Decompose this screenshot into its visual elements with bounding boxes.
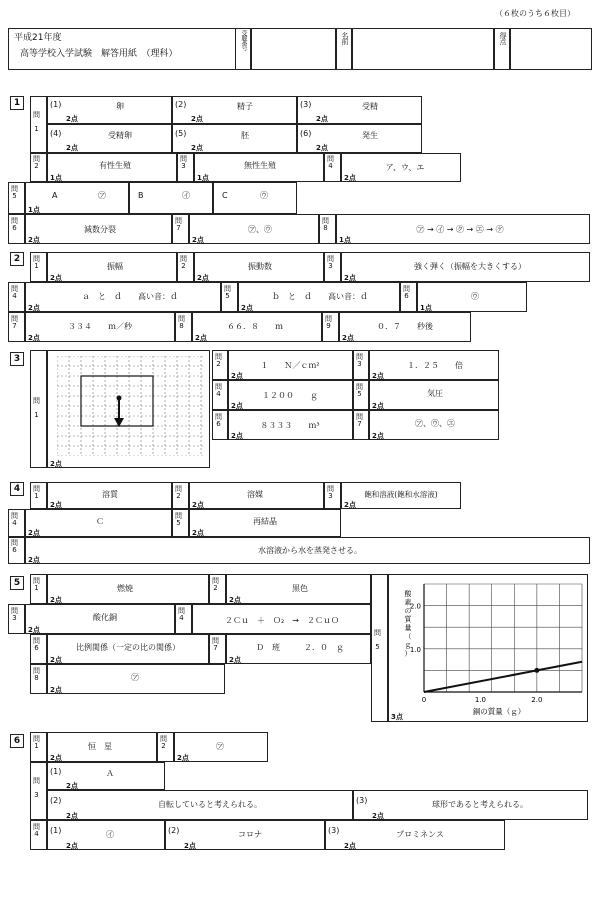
s4-q3-no: 問 3 — [327, 485, 334, 500]
points: 2点 — [192, 236, 204, 244]
points: 2点 — [28, 304, 40, 312]
y-axis-label-char: 酸 — [404, 590, 412, 598]
points: 2点 — [191, 144, 203, 152]
s2-q6-answer: ㋒ — [471, 292, 479, 301]
s6-q3-3-no: (3) — [356, 796, 368, 805]
points: 2点 — [66, 812, 78, 820]
s1-q1-5-answer: 胚 — [241, 131, 249, 140]
s2-q1-no: 問 1 — [33, 255, 40, 270]
s1-q1-2-answer: 精子 — [237, 102, 253, 111]
s1-q1-1-no: (1) — [50, 100, 62, 109]
exam-no-text: 受験番号 — [240, 30, 247, 50]
points: 2点 — [229, 596, 241, 604]
s5-q6-no: 問 6 — [33, 637, 40, 652]
points: 2点 — [372, 402, 384, 410]
s1-q7-answer: ㋐、㋒ — [248, 225, 272, 234]
points: 2点 — [231, 402, 243, 410]
y-axis-label-char: ｇ — [404, 641, 412, 649]
points: 2点 — [191, 115, 203, 123]
s5-q1-no: 問 1 — [33, 577, 40, 592]
s5-q2-no: 問 2 — [212, 577, 219, 592]
s2-q3-no: 問 3 — [327, 255, 334, 270]
s1-q5-a-answer: ㋐ — [98, 191, 106, 200]
points: 1点 — [420, 304, 432, 312]
y-axis-label-char: の — [404, 607, 412, 615]
s2-q4-no: 問 4 — [11, 285, 18, 300]
s4-q1-answer: 溶質 — [102, 490, 118, 499]
section-3-number: 3 — [10, 352, 24, 366]
points: 2点 — [344, 274, 356, 282]
points: 2点 — [66, 782, 78, 790]
points: 2点 — [66, 144, 78, 152]
points: 2点 — [50, 274, 62, 282]
x-tick-label: 2.0 — [531, 696, 543, 704]
s1-q1-label: 問 1 — [33, 111, 40, 133]
y-axis-label-char: 素 — [404, 598, 412, 607]
s1-q5-a-label: A — [52, 191, 58, 200]
s3-q3-answer: １．２５ 倍 — [407, 361, 463, 370]
points: 1点 — [339, 236, 351, 244]
s6-q1-answer: 恒 星 — [88, 742, 112, 751]
y-axis-label-char: 量 — [404, 624, 412, 632]
section-5-number: 5 — [10, 576, 24, 590]
s3-q5-answer: 気圧 — [427, 389, 443, 398]
s1-q2-no: 問 2 — [33, 155, 40, 170]
s2-q8-answer: ６６．８ ｍ — [227, 322, 283, 331]
s5-q3-no: 問 3 — [11, 607, 18, 622]
s4-q6-no: 問 6 — [11, 539, 18, 554]
x-axis-label: 銅の質量（ｇ） — [472, 707, 526, 716]
s2-q5-no: 問 5 — [224, 285, 231, 300]
points: 2点 — [344, 501, 356, 509]
points: 2点 — [344, 174, 356, 182]
points: 3点 — [391, 713, 403, 721]
points: 2点 — [66, 842, 78, 850]
y-tick-label: 2.0 — [409, 602, 421, 611]
section-2-number: 2 — [10, 252, 24, 266]
s1-q5[interactable] — [25, 182, 297, 214]
points: 2点 — [192, 501, 204, 509]
s5-q8-answer: ㋐ — [131, 673, 139, 682]
s6-q3-3-answer: 球形であると考えられる。 — [432, 800, 528, 809]
y-axis-label-char: （ — [404, 632, 412, 641]
s6-q4-2-answer: コロナ — [238, 830, 262, 839]
score-text: 得点 — [499, 32, 507, 44]
s2-q5-answer: ｂ と ｄ 高い音：ｄ — [272, 292, 368, 301]
s3-q6-answer: ８３３３ ｍ³ — [260, 421, 320, 430]
s5-q3-answer: 酸化銅 — [93, 613, 117, 622]
data-point — [534, 668, 539, 673]
y-axis-label-char: 質 — [404, 615, 412, 624]
s3-q5-no: 問 5 — [356, 383, 363, 398]
points: 2点 — [28, 626, 40, 634]
exam-year: 平成21年度 — [14, 33, 62, 43]
s1-q3-no: 問 3 — [180, 155, 187, 170]
s3-q2-no: 問 2 — [215, 353, 222, 368]
points: 2点 — [184, 842, 196, 850]
s5-q6-answer: 比例関係（一定の比の関係） — [76, 643, 180, 652]
s1-q4-no: 問 4 — [327, 155, 334, 170]
name-field[interactable] — [352, 28, 494, 70]
points: 2点 — [195, 334, 207, 342]
exam-no-field[interactable] — [251, 28, 336, 70]
s1-q1-6-answer: 発生 — [362, 131, 378, 140]
s3-q1-no: 問 1 — [33, 397, 40, 419]
s3-q7-no: 問 7 — [356, 413, 363, 428]
s1-q7-no: 問 7 — [175, 217, 182, 232]
s4-q1-no: 問 1 — [33, 485, 40, 500]
points: 2点 — [50, 596, 62, 604]
exam-title: 高等学校入学試験 解答用紙 （理科） — [20, 49, 178, 59]
page-count: （６枚のうち６枚目） — [495, 9, 575, 18]
s1-q1-6-no: (6) — [300, 129, 312, 138]
grid-lines — [57, 356, 203, 456]
mass-chart — [388, 574, 588, 722]
s3-q4-no: 問 4 — [215, 383, 222, 398]
s6-q4-3-answer: プロミネンス — [396, 830, 444, 839]
s3-q3-no: 問 3 — [356, 353, 363, 368]
s2-q9-answer: ０．７ 秒後 — [377, 322, 433, 331]
s1-q5-c-answer: ㋒ — [260, 191, 268, 200]
s1-q1-1-answer: 卵 — [116, 102, 124, 111]
points: 2点 — [50, 460, 62, 468]
s1-q8-no: 問 8 — [322, 217, 329, 232]
points: 2点 — [197, 274, 209, 282]
s1-q1-3-no: (3) — [300, 100, 312, 109]
points: 2点 — [28, 556, 40, 564]
s6-q4-2-no: (2) — [168, 826, 180, 835]
s6-q4-3-no: (3) — [328, 826, 340, 835]
points: 2点 — [28, 334, 40, 342]
s2-q9-no: 問 9 — [325, 315, 332, 330]
section-6-number: 6 — [10, 734, 24, 748]
s1-q5-b-label: B — [138, 191, 144, 200]
s6-q4-no: 問 4 — [33, 823, 40, 838]
s2-q6-no: 問 6 — [403, 285, 410, 300]
points: 2点 — [50, 754, 62, 762]
s4-q4-no: 問 4 — [11, 512, 18, 527]
s4-q2-no: 問 2 — [175, 485, 182, 500]
s1-q1-5-no: (5) — [175, 129, 187, 138]
s1-q8-answer: ㋐ → ㋑ → ㋗ → ㋓ → ㋘ — [416, 225, 504, 234]
s1-q1-3-answer: 受精 — [362, 102, 378, 111]
s1-q5-c-label: C — [222, 191, 228, 200]
s5-q4-no: 問 4 — [178, 607, 185, 622]
s4-q6-answer: 水溶液から水を蒸発させる。 — [258, 546, 362, 555]
points: 1点 — [197, 174, 209, 182]
s2-q2-no: 問 2 — [180, 255, 187, 270]
s5-q4-answer: ２Ｃｕ ＋ Ｏ₂ → ２ＣｕＯ — [225, 616, 339, 625]
points: 2点 — [372, 432, 384, 440]
s2-q4-answer: ａ と ｄ 高い音：ｄ — [82, 292, 178, 301]
points: 2点 — [177, 754, 189, 762]
points: 2点 — [316, 144, 328, 152]
points: 2点 — [241, 304, 253, 312]
points: 2点 — [342, 334, 354, 342]
points: 2点 — [50, 501, 62, 509]
points: 2点 — [344, 842, 356, 850]
points: 1点 — [50, 174, 62, 182]
s1-q1-2-no: (2) — [175, 100, 187, 109]
s4-q5-answer: 再結晶 — [253, 517, 277, 526]
s6-q3-1-no: (1) — [50, 767, 62, 776]
x-tick-label: 1.0 — [474, 696, 486, 704]
s5-q7-no: 問 7 — [212, 637, 219, 652]
points: 2点 — [372, 372, 384, 380]
points: 2点 — [28, 529, 40, 537]
s1-q4-answer: ア、ウ、エ — [385, 163, 425, 172]
s2-q7-no: 問 7 — [11, 315, 18, 330]
points: 2点 — [50, 686, 62, 694]
s1-q5-b-answer: ㋑ — [182, 191, 190, 200]
name-text: 名前 — [341, 32, 349, 44]
s1-q3-answer: 無性生殖 — [244, 161, 276, 170]
s2-q8-no: 問 8 — [178, 315, 185, 330]
s1-q5-div1 — [128, 182, 130, 214]
s3-q6-no: 問 6 — [215, 413, 222, 428]
s5-q2-answer: 黒色 — [292, 584, 308, 593]
s6-q2-no: 問 2 — [160, 735, 167, 750]
s3-grid-diagram — [57, 356, 203, 456]
s1-q1-4-answer: 受精卵 — [108, 131, 132, 140]
y-axis-label-char: ） — [404, 649, 412, 658]
s3-q2-answer: １ Ｎ／ｃｍ² — [260, 361, 320, 370]
points: 2点 — [372, 812, 384, 820]
s1-q1-4-no: (4) — [50, 129, 62, 138]
s4-q3-answer: 飽和溶液(飽和水溶液) — [364, 490, 438, 499]
s2-q2-answer: 振動数 — [248, 262, 272, 271]
s2-q3-answer: 強く弾く（振幅を大きくする） — [414, 262, 526, 271]
points: 2点 — [231, 432, 243, 440]
section-4-number: 4 — [10, 482, 24, 496]
s1-q6-answer: 減数分裂 — [84, 225, 116, 234]
s5-q5-no: 問 5 — [374, 629, 381, 651]
s5-q8-no: 問 8 — [33, 667, 40, 682]
s6-q3-1-answer: Ａ — [106, 769, 114, 778]
points: 2点 — [192, 529, 204, 537]
s5-q7-answer: Ｄ 班 ２．０ ｇ — [256, 643, 344, 652]
s6-q4-1-answer: ㋑ — [106, 830, 114, 839]
points: 2点 — [229, 656, 241, 664]
data-line — [424, 662, 582, 692]
score-field[interactable] — [510, 28, 592, 70]
y-tick-label: 1.0 — [409, 645, 421, 654]
s6-q2-answer: ㋐ — [216, 742, 224, 751]
s1-q2-answer: 有性生殖 — [99, 161, 131, 170]
points: 2点 — [28, 236, 40, 244]
points: 2点 — [66, 115, 78, 123]
x-tick-label: 0 — [421, 696, 427, 704]
points: 2点 — [231, 372, 243, 380]
s4-q5-no: 問 5 — [175, 512, 182, 527]
s1-q5-div2 — [212, 182, 214, 214]
s2-q7-answer: ３３４ ｍ／秒 — [68, 322, 132, 331]
points: 1点 — [28, 206, 40, 214]
s6-q3-no: 問 3 — [33, 777, 40, 799]
s5-q1-answer: 燃焼 — [117, 584, 133, 593]
s6-q3-2-no: (2) — [50, 796, 62, 805]
s3-q4-answer: １２００ ｇ — [262, 391, 318, 400]
s1-q6-no: 問 6 — [11, 217, 18, 232]
points: 2点 — [50, 656, 62, 664]
s4-q4-answer: Ｃ — [96, 517, 104, 526]
s3-q7-answer: ㋐、㋒、㋓ — [415, 419, 455, 428]
points: 2点 — [316, 115, 328, 123]
s6-q4-1-no: (1) — [50, 826, 62, 835]
s4-q2-answer: 溶媒 — [247, 490, 263, 499]
s2-q1-answer: 振幅 — [107, 262, 123, 271]
s1-q5-no: 問 5 — [11, 185, 18, 200]
s6-q1-no: 問 1 — [33, 735, 40, 750]
s6-q3-2-answer: 自転していると考えられる。 — [158, 800, 262, 809]
section-1-number: 1 — [10, 96, 24, 110]
